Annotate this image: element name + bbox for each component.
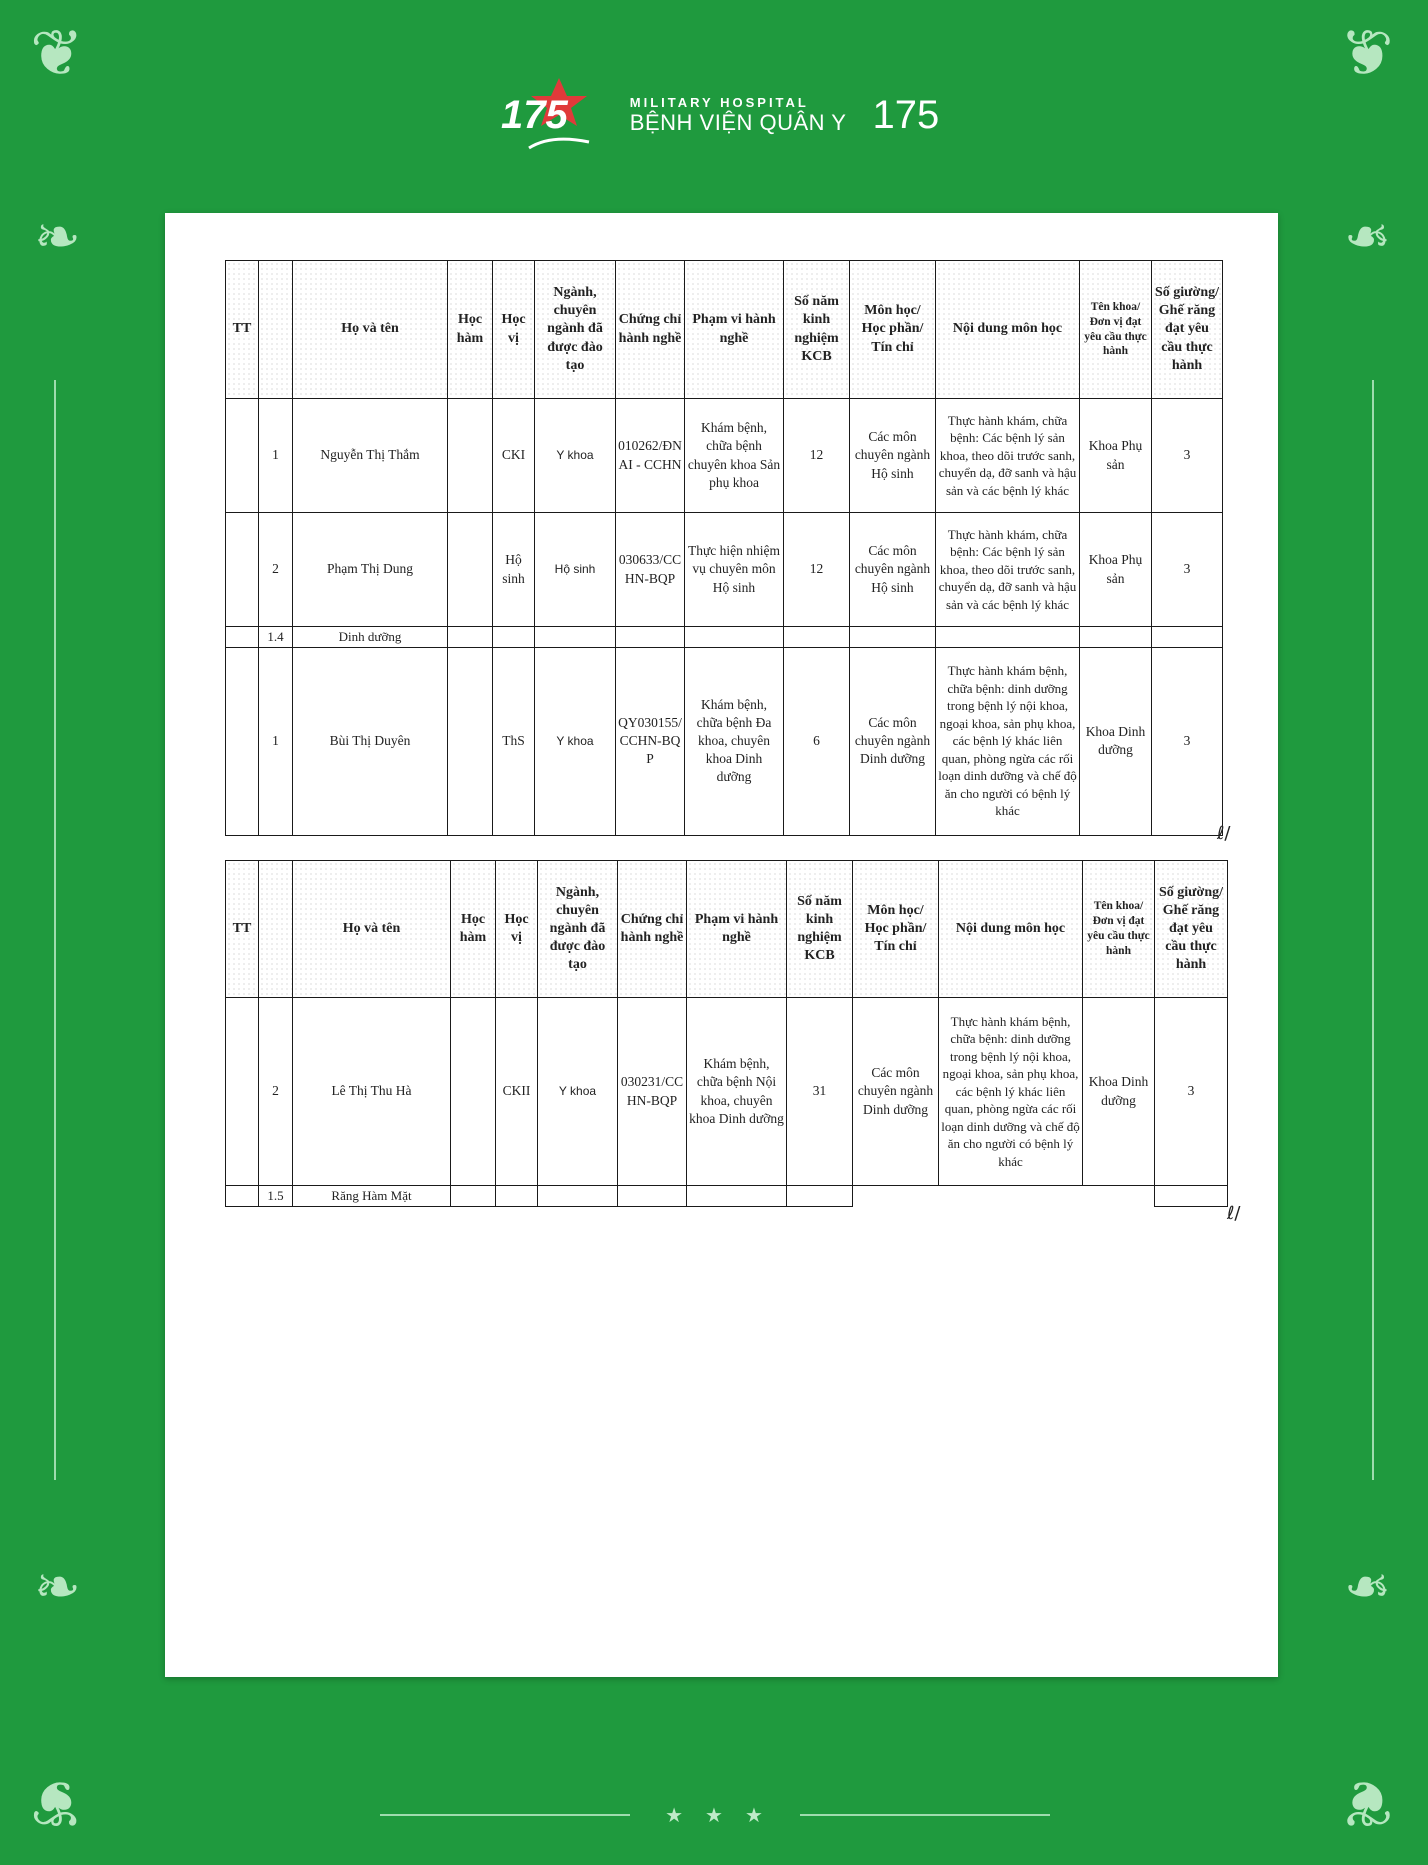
section-code: 1.4 bbox=[259, 627, 293, 648]
header-so-giuong: Số giường/ Ghế răng đạt yêu cầu thực hành bbox=[1155, 861, 1228, 998]
header-mon-hoc: Môn học/ Học phần/ Tín chỉ bbox=[853, 861, 939, 998]
star-icon: ★ bbox=[744, 1804, 763, 1827]
cell-nganh: Y khoa bbox=[535, 647, 616, 835]
document-page bbox=[165, 213, 1278, 1677]
cell-pham-vi: Khám bệnh, chữa bệnh Nội khoa, chuyên khoa Dinh dưỡng bbox=[687, 998, 787, 1186]
cell-nganh: Hộ sinh bbox=[535, 513, 616, 627]
cell-mon-hoc: Các môn chuyên ngành Dinh dưỡng bbox=[850, 647, 936, 835]
section-row bbox=[226, 1186, 1228, 1207]
side-ornament-right-top: ❧ bbox=[1344, 205, 1391, 270]
cell-stt: 1 bbox=[259, 647, 293, 835]
header-pham-vi: Phạm vi hành nghề bbox=[687, 861, 787, 998]
header-so-nam: Số năm kinh nghiệm KCB bbox=[784, 261, 850, 399]
cell-ten-khoa: Khoa Phụ sản bbox=[1080, 399, 1152, 513]
cell-noi-dung: Thực hành khám, chữa bệnh: Các bệnh lý sản khoa, theo dõi trước sanh, chuyển dạ, đỡ sanh và hậu sản và các bệnh lý khác bbox=[936, 513, 1080, 627]
brand-name: BỆNH VIỆN QUÂN Y bbox=[629, 109, 847, 135]
header-blank bbox=[259, 861, 293, 998]
table-row bbox=[226, 998, 1228, 1186]
signature-mark-2: ℓ/ bbox=[1227, 1203, 1241, 1224]
cell-chung-chi: 030633/CCHN-BQP bbox=[616, 513, 685, 627]
header-ten-khoa: Tên khoa/ Đơn vị đạt yêu cầu thực hành bbox=[1080, 261, 1152, 399]
corner-ornament-top-right: ❦ bbox=[1340, 17, 1394, 91]
corner-ornament-bottom-right: ❦ bbox=[1340, 1765, 1394, 1839]
cell-hoc-ham bbox=[448, 399, 493, 513]
cell-nganh: Y khoa bbox=[535, 399, 616, 513]
header-tt: TT bbox=[226, 261, 259, 399]
staff-table-1 bbox=[225, 260, 1223, 836]
cell-mon-hoc: Các môn chuyên ngành Hộ sinh bbox=[850, 399, 936, 513]
cell-pham-vi: Khám bệnh, chữa bệnh Đa khoa, chuyên khoa Dinh dưỡng bbox=[685, 647, 784, 835]
cell-ten-khoa: Khoa Dinh dưỡng bbox=[1080, 647, 1152, 835]
cell-hoc-ham bbox=[448, 513, 493, 627]
header-chung-chi: Chứng chỉ hành nghề bbox=[618, 861, 687, 998]
cell-name: Nguyễn Thị Thắm bbox=[293, 399, 448, 513]
frame-right-line bbox=[1372, 380, 1374, 1480]
cell-nganh: Y khoa bbox=[538, 998, 618, 1186]
cell-pham-vi: Thực hiện nhiệm vụ chuyên môn Hộ sinh bbox=[685, 513, 784, 627]
cell-stt: 2 bbox=[259, 513, 293, 627]
header-nganh: Ngành, chuyên ngành đã được đào tạo bbox=[535, 261, 616, 399]
side-ornament-right-bottom: ❧ bbox=[1344, 1555, 1391, 1620]
header-noi-dung: Nội dung môn học bbox=[939, 861, 1083, 998]
hospital-logo-icon bbox=[489, 76, 614, 154]
table-header-row bbox=[226, 861, 1228, 998]
cell-name: Lê Thị Thu Hà bbox=[293, 998, 451, 1186]
cell-hoc-ham bbox=[451, 998, 496, 1186]
cell-hoc-vi: Hộ sinh bbox=[493, 513, 535, 627]
logo-mark-text: 175 bbox=[500, 93, 568, 137]
cell-tt bbox=[226, 513, 259, 627]
header-noi-dung: Nội dung môn học bbox=[936, 261, 1080, 399]
star-icon: ★ bbox=[665, 1804, 684, 1827]
cell-so-giuong: 3 bbox=[1152, 399, 1223, 513]
signature-mark-1: ℓ/ bbox=[1217, 823, 1231, 844]
table-row bbox=[226, 513, 1223, 627]
cell-tt bbox=[226, 647, 259, 835]
cell-stt: 1 bbox=[259, 399, 293, 513]
cell-chung-chi: 010262/ĐNAI - CCHN bbox=[616, 399, 685, 513]
header-so-giuong: Số giường/ Ghế răng đạt yêu cầu thực hành bbox=[1152, 261, 1223, 399]
header-blank bbox=[259, 261, 293, 399]
header-hoc-vi: Học vị bbox=[493, 261, 535, 399]
cell-so-giuong: 3 bbox=[1152, 513, 1223, 627]
header-chung-chi: Chứng chỉ hành nghề bbox=[616, 261, 685, 399]
section-title: Dinh dưỡng bbox=[293, 627, 448, 648]
cell-noi-dung: Thực hành khám, chữa bệnh: Các bệnh lý sản khoa, theo dõi trước sanh, chuyển dạ, đỡ sanh và hậu sản và các bệnh lý khác bbox=[936, 399, 1080, 513]
header-so-nam: Số năm kinh nghiệm KCB bbox=[787, 861, 853, 998]
cell-tt bbox=[226, 998, 259, 1186]
cell-hoc-vi: CKII bbox=[496, 998, 538, 1186]
cell-noi-dung: Thực hành khám bệnh, chữa bệnh: dinh dưỡng trong bệnh lý nội khoa, ngoại khoa, sản phụ khoa, các bệnh lý khác liên quan, phòng ngừa các rối loạn dinh dưỡng và chế độ ăn cho người có bệnh lý khác bbox=[939, 998, 1083, 1186]
header-name: Họ và tên bbox=[293, 861, 451, 998]
table-row bbox=[226, 399, 1223, 513]
staff-table-2 bbox=[225, 860, 1228, 1207]
bottom-star-ornament bbox=[0, 1800, 1428, 1830]
cell-chung-chi: QY030155/CCHN-BQP bbox=[616, 647, 685, 835]
corner-ornament-top-left: ❦ bbox=[30, 17, 84, 91]
cell-mon-hoc: Các môn chuyên ngành Hộ sinh bbox=[850, 513, 936, 627]
side-ornament-left-bottom: ❧ bbox=[34, 1555, 81, 1620]
hospital-header bbox=[0, 70, 1428, 160]
cell-so-giuong: 3 bbox=[1152, 647, 1223, 835]
header-hoc-ham: Học hàm bbox=[451, 861, 496, 998]
cell-pham-vi: Khám bệnh, chữa bệnh chuyên khoa Sản phụ khoa bbox=[685, 399, 784, 513]
header-hoc-vi: Học vị bbox=[496, 861, 538, 998]
star-icon: ★ bbox=[705, 1804, 723, 1827]
section-code: 1.5 bbox=[259, 1186, 293, 1207]
header-mon-hoc: Môn học/ Học phần/ Tín chỉ bbox=[850, 261, 936, 399]
frame-left-line bbox=[54, 380, 56, 1480]
cell-ten-khoa: Khoa Dinh dưỡng bbox=[1083, 998, 1155, 1186]
brand-number: 175 bbox=[872, 92, 940, 137]
table-header-row bbox=[226, 261, 1223, 399]
header-tt: TT bbox=[226, 861, 259, 998]
header-pham-vi: Phạm vi hành nghề bbox=[685, 261, 784, 399]
cell-hoc-ham bbox=[448, 647, 493, 835]
cell-so-nam: 12 bbox=[784, 513, 850, 627]
cell-hoc-vi: ThS bbox=[493, 647, 535, 835]
brand-tagline: MILITARY HOSPITAL bbox=[629, 94, 809, 110]
brand-text bbox=[630, 95, 847, 136]
cell-noi-dung: Thực hành khám bệnh, chữa bệnh: dinh dưỡng trong bệnh lý nội khoa, ngoại khoa, sản phụ khoa, các bệnh lý khác liên quan, phòng ngừa các rối loạn dinh dưỡng và chế độ ăn cho người có bệnh lý khác bbox=[936, 647, 1080, 835]
header-name: Họ và tên bbox=[293, 261, 448, 399]
cell-stt: 2 bbox=[259, 998, 293, 1186]
cell-hoc-vi: CKI bbox=[493, 399, 535, 513]
cell-so-giuong: 3 bbox=[1155, 998, 1228, 1186]
section-title: Răng Hàm Mặt bbox=[293, 1186, 451, 1207]
cell-name: Bùi Thị Duyên bbox=[293, 647, 448, 835]
cell-chung-chi: 030231/CCHN-BQP bbox=[618, 998, 687, 1186]
header-nganh: Ngành, chuyên ngành đã được đào tạo bbox=[538, 861, 618, 998]
table-row bbox=[226, 647, 1223, 835]
cell-so-nam: 6 bbox=[784, 647, 850, 835]
cell-tt bbox=[226, 399, 259, 513]
cell-so-nam: 12 bbox=[784, 399, 850, 513]
cell-ten-khoa: Khoa Phụ sản bbox=[1080, 513, 1152, 627]
header-ten-khoa: Tên khoa/ Đơn vị đạt yêu cầu thực hành bbox=[1083, 861, 1155, 998]
section-row bbox=[226, 627, 1223, 648]
header-hoc-ham: Học hàm bbox=[448, 261, 493, 399]
cell-mon-hoc: Các môn chuyên ngành Dinh dưỡng bbox=[853, 998, 939, 1186]
cell-so-nam: 31 bbox=[787, 998, 853, 1186]
cell-name: Phạm Thị Dung bbox=[293, 513, 448, 627]
side-ornament-left-top: ❧ bbox=[34, 205, 81, 270]
corner-ornament-bottom-left: ❦ bbox=[30, 1765, 84, 1839]
